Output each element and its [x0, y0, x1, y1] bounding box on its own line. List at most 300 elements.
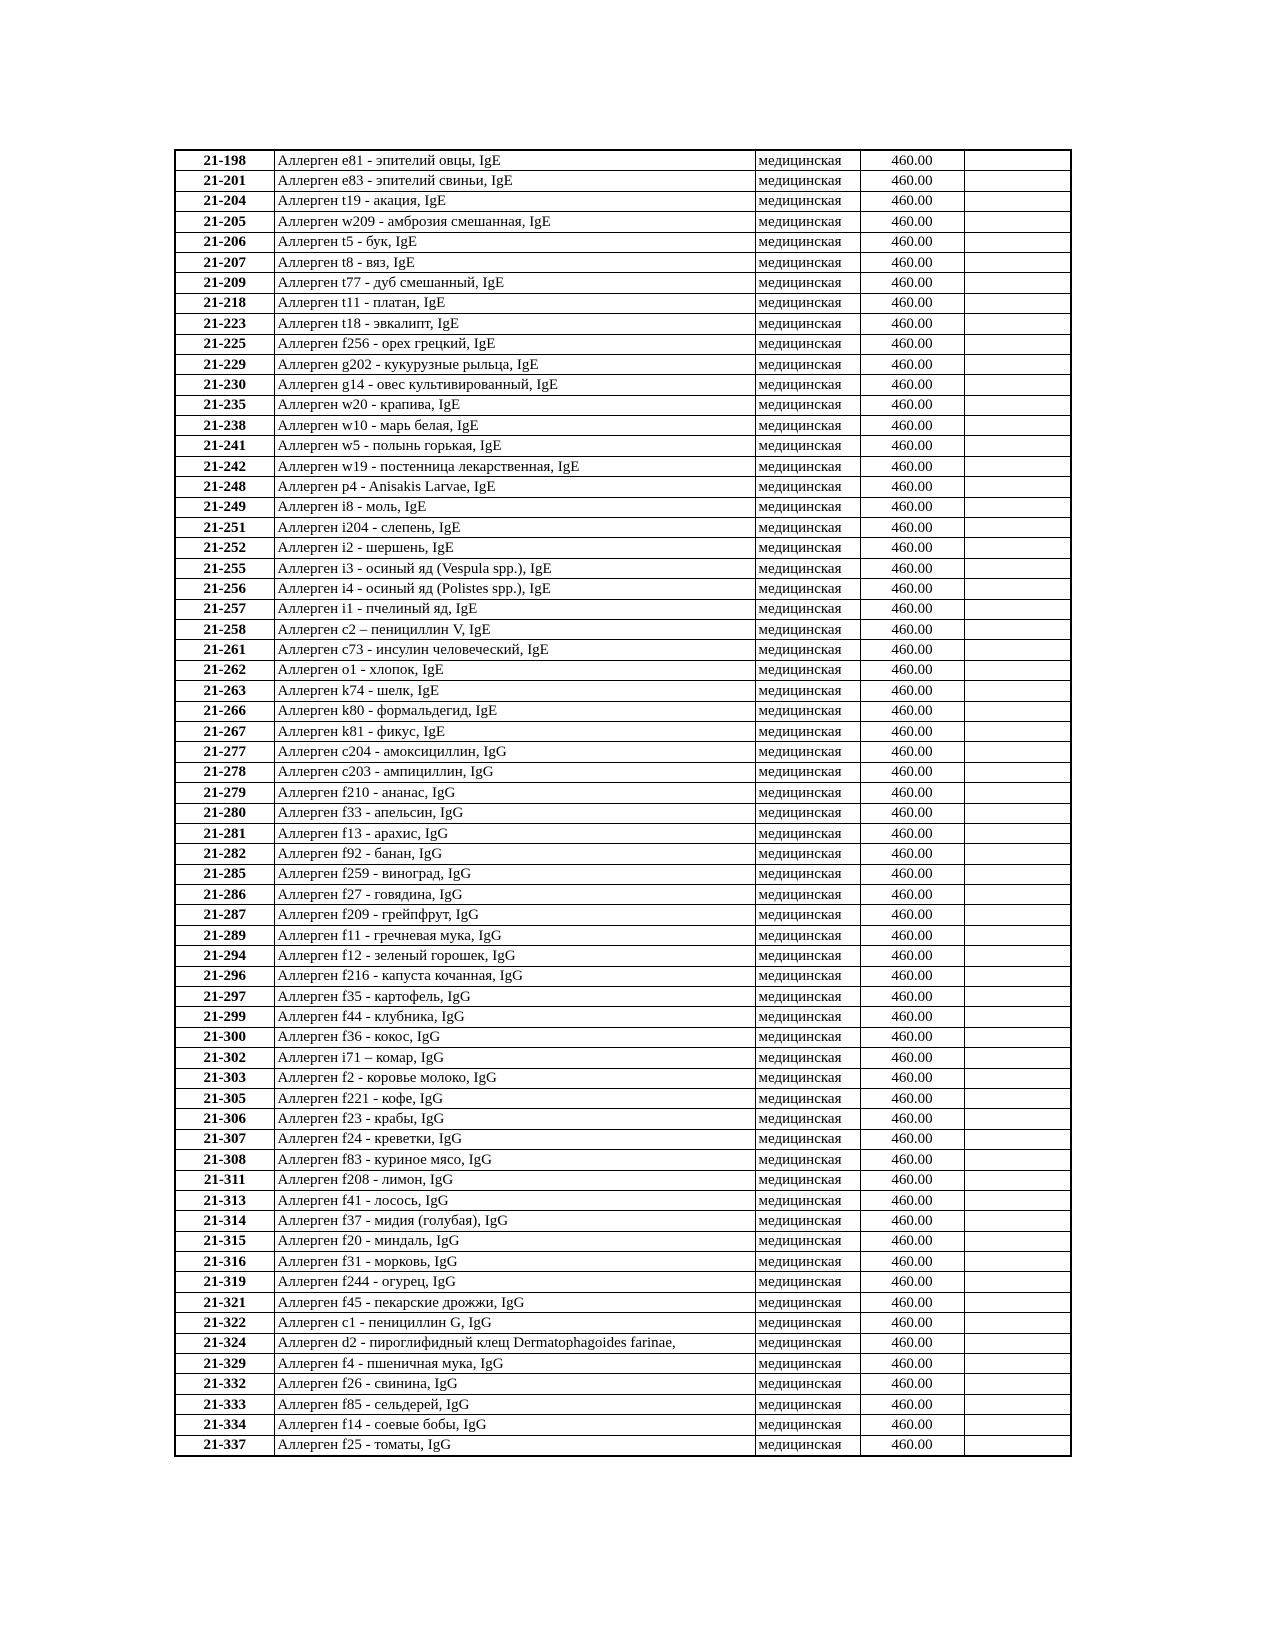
- service-price-cell: 460.00: [860, 273, 964, 293]
- service-code-cell: 21-249: [175, 497, 274, 517]
- empty-cell: [964, 1088, 1071, 1108]
- empty-cell: [964, 1313, 1071, 1333]
- service-price-cell: 460.00: [860, 864, 964, 884]
- service-code-cell: 21-209: [175, 273, 274, 293]
- empty-cell: [964, 885, 1071, 905]
- service-price-cell: 460.00: [860, 946, 964, 966]
- service-type-cell: медицинская: [755, 150, 860, 171]
- service-type-cell: медицинская: [755, 925, 860, 945]
- service-type-cell: медицинская: [755, 1435, 860, 1456]
- service-type-cell: медицинская: [755, 354, 860, 374]
- table-row: [175, 1374, 1071, 1394]
- empty-cell: [964, 1394, 1071, 1414]
- service-code-cell: 21-223: [175, 314, 274, 334]
- table-row: [175, 191, 1071, 211]
- service-name-cell: Аллерген f256 - орех грецкий, IgE: [274, 334, 755, 354]
- service-type-cell: медицинская: [755, 966, 860, 986]
- price-table-body: [175, 150, 1071, 1456]
- service-type-cell: медицинская: [755, 599, 860, 619]
- service-type-cell: медицинская: [755, 946, 860, 966]
- service-price-cell: 460.00: [860, 293, 964, 313]
- empty-cell: [964, 1109, 1071, 1129]
- service-code-cell: 21-256: [175, 579, 274, 599]
- service-name-cell: Аллерген f25 - томаты, IgG: [274, 1435, 755, 1456]
- table-row: [175, 640, 1071, 660]
- empty-cell: [964, 925, 1071, 945]
- service-code-cell: 21-307: [175, 1129, 274, 1149]
- service-price-cell: 460.00: [860, 375, 964, 395]
- service-name-cell: Аллерген t11 - платан, IgE: [274, 293, 755, 313]
- table-row: [175, 885, 1071, 905]
- service-type-cell: медицинская: [755, 477, 860, 497]
- service-price-cell: 460.00: [860, 987, 964, 1007]
- table-row: [175, 1007, 1071, 1027]
- table-row: [175, 1272, 1071, 1292]
- empty-cell: [964, 558, 1071, 578]
- service-name-cell: Аллерген f92 - банан, IgG: [274, 844, 755, 864]
- service-type-cell: медицинская: [755, 1170, 860, 1190]
- service-price-cell: 460.00: [860, 1394, 964, 1414]
- service-code-cell: 21-255: [175, 558, 274, 578]
- service-code-cell: 21-282: [175, 844, 274, 864]
- service-name-cell: Аллерген f33 - апельсин, IgG: [274, 803, 755, 823]
- service-type-cell: медицинская: [755, 1027, 860, 1047]
- service-code-cell: 21-299: [175, 1007, 274, 1027]
- service-type-cell: медицинская: [755, 1354, 860, 1374]
- table-row: [175, 1292, 1071, 1312]
- table-row: [175, 783, 1071, 803]
- service-price-cell: 460.00: [860, 1150, 964, 1170]
- table-row: [175, 456, 1071, 476]
- service-price-cell: 460.00: [860, 721, 964, 741]
- table-row: [175, 293, 1071, 313]
- table-row: [175, 742, 1071, 762]
- empty-cell: [964, 619, 1071, 639]
- table-row: [175, 1048, 1071, 1068]
- table-row: [175, 518, 1071, 538]
- table-row: [175, 946, 1071, 966]
- service-name-cell: Аллерген f221 - кофе, IgG: [274, 1088, 755, 1108]
- empty-cell: [964, 1435, 1071, 1456]
- service-name-cell: Аллерген i1 - пчелиный яд, IgE: [274, 599, 755, 619]
- service-name-cell: Аллерген c1 - пенициллин G, IgG: [274, 1313, 755, 1333]
- service-code-cell: 21-332: [175, 1374, 274, 1394]
- service-name-cell: Аллерген f210 - ананас, IgG: [274, 783, 755, 803]
- empty-cell: [964, 1170, 1071, 1190]
- service-price-cell: 460.00: [860, 334, 964, 354]
- empty-cell: [964, 599, 1071, 619]
- service-code-cell: 21-198: [175, 150, 274, 171]
- service-type-cell: медицинская: [755, 1068, 860, 1088]
- service-type-cell: медицинская: [755, 681, 860, 701]
- empty-cell: [964, 1231, 1071, 1251]
- service-name-cell: Аллерген t19 - акация, IgE: [274, 191, 755, 211]
- table-row: [175, 579, 1071, 599]
- service-code-cell: 21-258: [175, 619, 274, 639]
- table-row: [175, 1313, 1071, 1333]
- service-name-cell: Аллерген i71 – комар, IgG: [274, 1048, 755, 1068]
- service-name-cell: Аллерген w20 - крапива, IgE: [274, 395, 755, 415]
- table-row: [175, 477, 1071, 497]
- service-name-cell: Аллерген t8 - вяз, IgE: [274, 252, 755, 272]
- service-type-cell: медицинская: [755, 1048, 860, 1068]
- service-type-cell: медицинская: [755, 742, 860, 762]
- table-row: [175, 314, 1071, 334]
- service-price-cell: 460.00: [860, 1313, 964, 1333]
- table-row: [175, 701, 1071, 721]
- service-name-cell: Аллерген f27 - говядина, IgG: [274, 885, 755, 905]
- service-name-cell: Аллерген c2 – пенициллин V, IgE: [274, 619, 755, 639]
- service-name-cell: Аллерген f44 - клубника, IgG: [274, 1007, 755, 1027]
- service-type-cell: медицинская: [755, 171, 860, 191]
- service-code-cell: 21-252: [175, 538, 274, 558]
- empty-cell: [964, 783, 1071, 803]
- service-type-cell: медицинская: [755, 1333, 860, 1353]
- service-type-cell: медицинская: [755, 701, 860, 721]
- service-price-cell: 460.00: [860, 844, 964, 864]
- service-price-cell: 460.00: [860, 191, 964, 211]
- service-code-cell: 21-257: [175, 599, 274, 619]
- service-type-cell: медицинская: [755, 558, 860, 578]
- service-name-cell: Аллерген o1 - хлопок, IgE: [274, 660, 755, 680]
- service-code-cell: 21-313: [175, 1190, 274, 1210]
- service-name-cell: Аллерген f216 - капуста кочанная, IgG: [274, 966, 755, 986]
- empty-cell: [964, 212, 1071, 232]
- service-price-cell: 460.00: [860, 1190, 964, 1210]
- empty-cell: [964, 232, 1071, 252]
- service-type-cell: медицинская: [755, 1190, 860, 1210]
- service-code-cell: 21-286: [175, 885, 274, 905]
- empty-cell: [964, 1007, 1071, 1027]
- service-code-cell: 21-314: [175, 1211, 274, 1231]
- service-price-cell: 460.00: [860, 354, 964, 374]
- service-type-cell: медицинская: [755, 314, 860, 334]
- service-code-cell: 21-302: [175, 1048, 274, 1068]
- table-row: [175, 803, 1071, 823]
- table-row: [175, 966, 1071, 986]
- service-name-cell: Аллерген f83 - куриное мясо, IgG: [274, 1150, 755, 1170]
- table-row: [175, 273, 1071, 293]
- service-name-cell: Аллерген f209 - грейпфрут, IgG: [274, 905, 755, 925]
- service-code-cell: 21-333: [175, 1394, 274, 1414]
- service-code-cell: 21-322: [175, 1313, 274, 1333]
- service-code-cell: 21-262: [175, 660, 274, 680]
- service-price-cell: 460.00: [860, 1435, 964, 1456]
- table-row: [175, 599, 1071, 619]
- service-code-cell: 21-311: [175, 1170, 274, 1190]
- service-type-cell: медицинская: [755, 1374, 860, 1394]
- service-type-cell: медицинская: [755, 1088, 860, 1108]
- service-code-cell: 21-281: [175, 823, 274, 843]
- empty-cell: [964, 946, 1071, 966]
- empty-cell: [964, 314, 1071, 334]
- empty-cell: [964, 1374, 1071, 1394]
- table-row: [175, 1415, 1071, 1435]
- service-price-cell: 460.00: [860, 681, 964, 701]
- table-row: [175, 212, 1071, 232]
- table-row: [175, 721, 1071, 741]
- service-type-cell: медицинская: [755, 1252, 860, 1272]
- service-price-cell: 460.00: [860, 823, 964, 843]
- service-name-cell: Аллерген f11 - гречневая мука, IgG: [274, 925, 755, 945]
- service-type-cell: медицинская: [755, 273, 860, 293]
- service-price-cell: 460.00: [860, 1374, 964, 1394]
- table-row: [175, 1211, 1071, 1231]
- service-type-cell: медицинская: [755, 416, 860, 436]
- service-name-cell: Аллерген k74 - шелк, IgE: [274, 681, 755, 701]
- service-code-cell: 21-204: [175, 191, 274, 211]
- service-name-cell: Аллерген k81 - фикус, IgE: [274, 721, 755, 741]
- service-price-cell: 460.00: [860, 1027, 964, 1047]
- service-name-cell: Аллерген t77 - дуб смешанный, IgE: [274, 273, 755, 293]
- service-name-cell: Аллерген f41 - лосось, IgG: [274, 1190, 755, 1210]
- empty-cell: [964, 436, 1071, 456]
- empty-cell: [964, 456, 1071, 476]
- service-name-cell: Аллерген g202 - кукурузные рыльца, IgE: [274, 354, 755, 374]
- table-row: [175, 395, 1071, 415]
- service-price-cell: 460.00: [860, 905, 964, 925]
- service-code-cell: 21-300: [175, 1027, 274, 1047]
- empty-cell: [964, 803, 1071, 823]
- empty-cell: [964, 1190, 1071, 1210]
- service-name-cell: Аллерген d2 - пироглифидный клещ Dermatophagoides farinae,: [274, 1333, 755, 1353]
- table-row: [175, 538, 1071, 558]
- service-code-cell: 21-263: [175, 681, 274, 701]
- service-code-cell: 21-267: [175, 721, 274, 741]
- service-price-cell: 460.00: [860, 640, 964, 660]
- table-row: [175, 375, 1071, 395]
- service-code-cell: 21-235: [175, 395, 274, 415]
- service-name-cell: Аллерген c203 - ампициллин, IgG: [274, 762, 755, 782]
- empty-cell: [964, 742, 1071, 762]
- service-name-cell: Аллерген f2 - коровье молоко, IgG: [274, 1068, 755, 1088]
- service-type-cell: медицинская: [755, 619, 860, 639]
- service-name-cell: Аллерген c204 - амоксициллин, IgG: [274, 742, 755, 762]
- service-type-cell: медицинская: [755, 987, 860, 1007]
- empty-cell: [964, 334, 1071, 354]
- service-type-cell: медицинская: [755, 864, 860, 884]
- table-row: [175, 1333, 1071, 1353]
- service-code-cell: 21-305: [175, 1088, 274, 1108]
- service-price-cell: 460.00: [860, 1129, 964, 1149]
- empty-cell: [964, 701, 1071, 721]
- service-price-cell: 460.00: [860, 1211, 964, 1231]
- service-code-cell: 21-218: [175, 293, 274, 313]
- table-row: [175, 925, 1071, 945]
- table-row: [175, 1190, 1071, 1210]
- price-table: [174, 149, 1072, 1457]
- service-code-cell: 21-229: [175, 354, 274, 374]
- service-type-cell: медицинская: [755, 823, 860, 843]
- service-type-cell: медицинская: [755, 1007, 860, 1027]
- service-name-cell: Аллерген i8 - моль, IgE: [274, 497, 755, 517]
- table-row: [175, 1150, 1071, 1170]
- service-code-cell: 21-241: [175, 436, 274, 456]
- service-code-cell: 21-277: [175, 742, 274, 762]
- service-type-cell: медицинская: [755, 232, 860, 252]
- table-row: [175, 1231, 1071, 1251]
- service-code-cell: 21-334: [175, 1415, 274, 1435]
- service-name-cell: Аллерген e83 - эпителий свиньи, IgE: [274, 171, 755, 191]
- service-name-cell: Аллерген i3 - осиный яд (Vespula spp.), IgE: [274, 558, 755, 578]
- service-name-cell: Аллерген f26 - свинина, IgG: [274, 1374, 755, 1394]
- service-price-cell: 460.00: [860, 538, 964, 558]
- service-name-cell: Аллерген i2 - шершень, IgE: [274, 538, 755, 558]
- service-price-cell: 460.00: [860, 497, 964, 517]
- table-row: [175, 1435, 1071, 1456]
- service-code-cell: 21-280: [175, 803, 274, 823]
- service-price-cell: 460.00: [860, 477, 964, 497]
- service-price-cell: 460.00: [860, 762, 964, 782]
- service-code-cell: 21-266: [175, 701, 274, 721]
- table-row: [175, 844, 1071, 864]
- table-row: [175, 1088, 1071, 1108]
- service-price-cell: 460.00: [860, 1272, 964, 1292]
- service-type-cell: медицинская: [755, 456, 860, 476]
- service-code-cell: 21-261: [175, 640, 274, 660]
- service-price-cell: 460.00: [860, 558, 964, 578]
- service-code-cell: 21-308: [175, 1150, 274, 1170]
- empty-cell: [964, 864, 1071, 884]
- service-price-cell: 460.00: [860, 1170, 964, 1190]
- service-price-cell: 460.00: [860, 395, 964, 415]
- service-code-cell: 21-303: [175, 1068, 274, 1088]
- service-name-cell: Аллерген c73 - инсулин человеческий, IgE: [274, 640, 755, 660]
- service-type-cell: медицинская: [755, 252, 860, 272]
- service-name-cell: Аллерген f37 - мидия (голубая), IgG: [274, 1211, 755, 1231]
- service-code-cell: 21-206: [175, 232, 274, 252]
- empty-cell: [964, 375, 1071, 395]
- service-code-cell: 21-207: [175, 252, 274, 272]
- service-name-cell: Аллерген f24 - креветки, IgG: [274, 1129, 755, 1149]
- service-name-cell: Аллерген w19 - постенница лекарственная, IgE: [274, 456, 755, 476]
- service-name-cell: Аллерген t18 - эвкалипт, IgE: [274, 314, 755, 334]
- service-name-cell: Аллерген k80 - формальдегид, IgE: [274, 701, 755, 721]
- table-row: [175, 987, 1071, 1007]
- service-code-cell: 21-279: [175, 783, 274, 803]
- service-code-cell: 21-287: [175, 905, 274, 925]
- service-name-cell: Аллерген f45 - пекарские дрожжи, IgG: [274, 1292, 755, 1312]
- service-type-cell: медицинская: [755, 334, 860, 354]
- service-type-cell: медицинская: [755, 1231, 860, 1251]
- service-name-cell: Аллерген g14 - овес культивированный, IgE: [274, 375, 755, 395]
- table-row: [175, 252, 1071, 272]
- table-row: [175, 1027, 1071, 1047]
- empty-cell: [964, 395, 1071, 415]
- service-type-cell: медицинская: [755, 905, 860, 925]
- service-type-cell: медицинская: [755, 1394, 860, 1414]
- empty-cell: [964, 252, 1071, 272]
- service-name-cell: Аллерген i204 - слепень, IgE: [274, 518, 755, 538]
- empty-cell: [964, 1333, 1071, 1353]
- service-type-cell: медицинская: [755, 885, 860, 905]
- service-type-cell: медицинская: [755, 538, 860, 558]
- service-price-cell: 460.00: [860, 1292, 964, 1312]
- service-code-cell: 21-205: [175, 212, 274, 232]
- table-row: [175, 416, 1071, 436]
- service-type-cell: медицинская: [755, 1415, 860, 1435]
- table-row: [175, 1129, 1071, 1149]
- empty-cell: [964, 640, 1071, 660]
- service-type-cell: медицинская: [755, 293, 860, 313]
- table-row: [175, 1170, 1071, 1190]
- empty-cell: [964, 1415, 1071, 1435]
- empty-cell: [964, 1048, 1071, 1068]
- empty-cell: [964, 681, 1071, 701]
- service-price-cell: 460.00: [860, 1007, 964, 1027]
- table-row: [175, 171, 1071, 191]
- service-name-cell: Аллерген f85 - сельдерей, IgG: [274, 1394, 755, 1414]
- empty-cell: [964, 293, 1071, 313]
- service-code-cell: 21-324: [175, 1333, 274, 1353]
- service-type-cell: медицинская: [755, 497, 860, 517]
- service-code-cell: 21-238: [175, 416, 274, 436]
- service-price-cell: 460.00: [860, 518, 964, 538]
- service-price-cell: 460.00: [860, 885, 964, 905]
- empty-cell: [964, 823, 1071, 843]
- empty-cell: [964, 354, 1071, 374]
- empty-cell: [964, 660, 1071, 680]
- service-name-cell: Аллерген f244 - огурец, IgG: [274, 1272, 755, 1292]
- empty-cell: [964, 477, 1071, 497]
- service-price-cell: 460.00: [860, 1068, 964, 1088]
- table-row: [175, 436, 1071, 456]
- service-name-cell: Аллерген f31 - морковь, IgG: [274, 1252, 755, 1272]
- service-price-cell: 460.00: [860, 783, 964, 803]
- service-price-cell: 460.00: [860, 171, 964, 191]
- service-type-cell: медицинская: [755, 436, 860, 456]
- service-price-cell: 460.00: [860, 1354, 964, 1374]
- service-price-cell: 460.00: [860, 701, 964, 721]
- service-type-cell: медицинская: [755, 191, 860, 211]
- service-name-cell: Аллерген f35 - картофель, IgG: [274, 987, 755, 1007]
- table-row: [175, 823, 1071, 843]
- service-type-cell: медицинская: [755, 375, 860, 395]
- empty-cell: [964, 905, 1071, 925]
- service-code-cell: 21-285: [175, 864, 274, 884]
- service-code-cell: 21-337: [175, 1435, 274, 1456]
- empty-cell: [964, 987, 1071, 1007]
- service-price-cell: 460.00: [860, 150, 964, 171]
- table-row: [175, 150, 1071, 171]
- service-code-cell: 21-315: [175, 1231, 274, 1251]
- service-price-cell: 460.00: [860, 212, 964, 232]
- table-row: [175, 1354, 1071, 1374]
- service-code-cell: 21-242: [175, 456, 274, 476]
- table-row: [175, 619, 1071, 639]
- empty-cell: [964, 1150, 1071, 1170]
- table-row: [175, 905, 1071, 925]
- empty-cell: [964, 966, 1071, 986]
- table-row: [175, 1252, 1071, 1272]
- empty-cell: [964, 721, 1071, 741]
- service-type-cell: медицинская: [755, 762, 860, 782]
- service-type-cell: медицинская: [755, 1150, 860, 1170]
- service-price-cell: 460.00: [860, 619, 964, 639]
- empty-cell: [964, 1252, 1071, 1272]
- service-price-cell: 460.00: [860, 1231, 964, 1251]
- service-name-cell: Аллерген e81 - эпителий овцы, IgE: [274, 150, 755, 171]
- service-type-cell: медицинская: [755, 721, 860, 741]
- service-name-cell: Аллерген f36 - кокос, IgG: [274, 1027, 755, 1047]
- empty-cell: [964, 273, 1071, 293]
- service-name-cell: Аллерген w10 - марь белая, IgE: [274, 416, 755, 436]
- service-price-cell: 460.00: [860, 252, 964, 272]
- service-price-cell: 460.00: [860, 742, 964, 762]
- service-name-cell: Аллерген w209 - амброзия смешанная, IgE: [274, 212, 755, 232]
- service-code-cell: 21-289: [175, 925, 274, 945]
- service-name-cell: Аллерген f12 - зеленый горошек, IgG: [274, 946, 755, 966]
